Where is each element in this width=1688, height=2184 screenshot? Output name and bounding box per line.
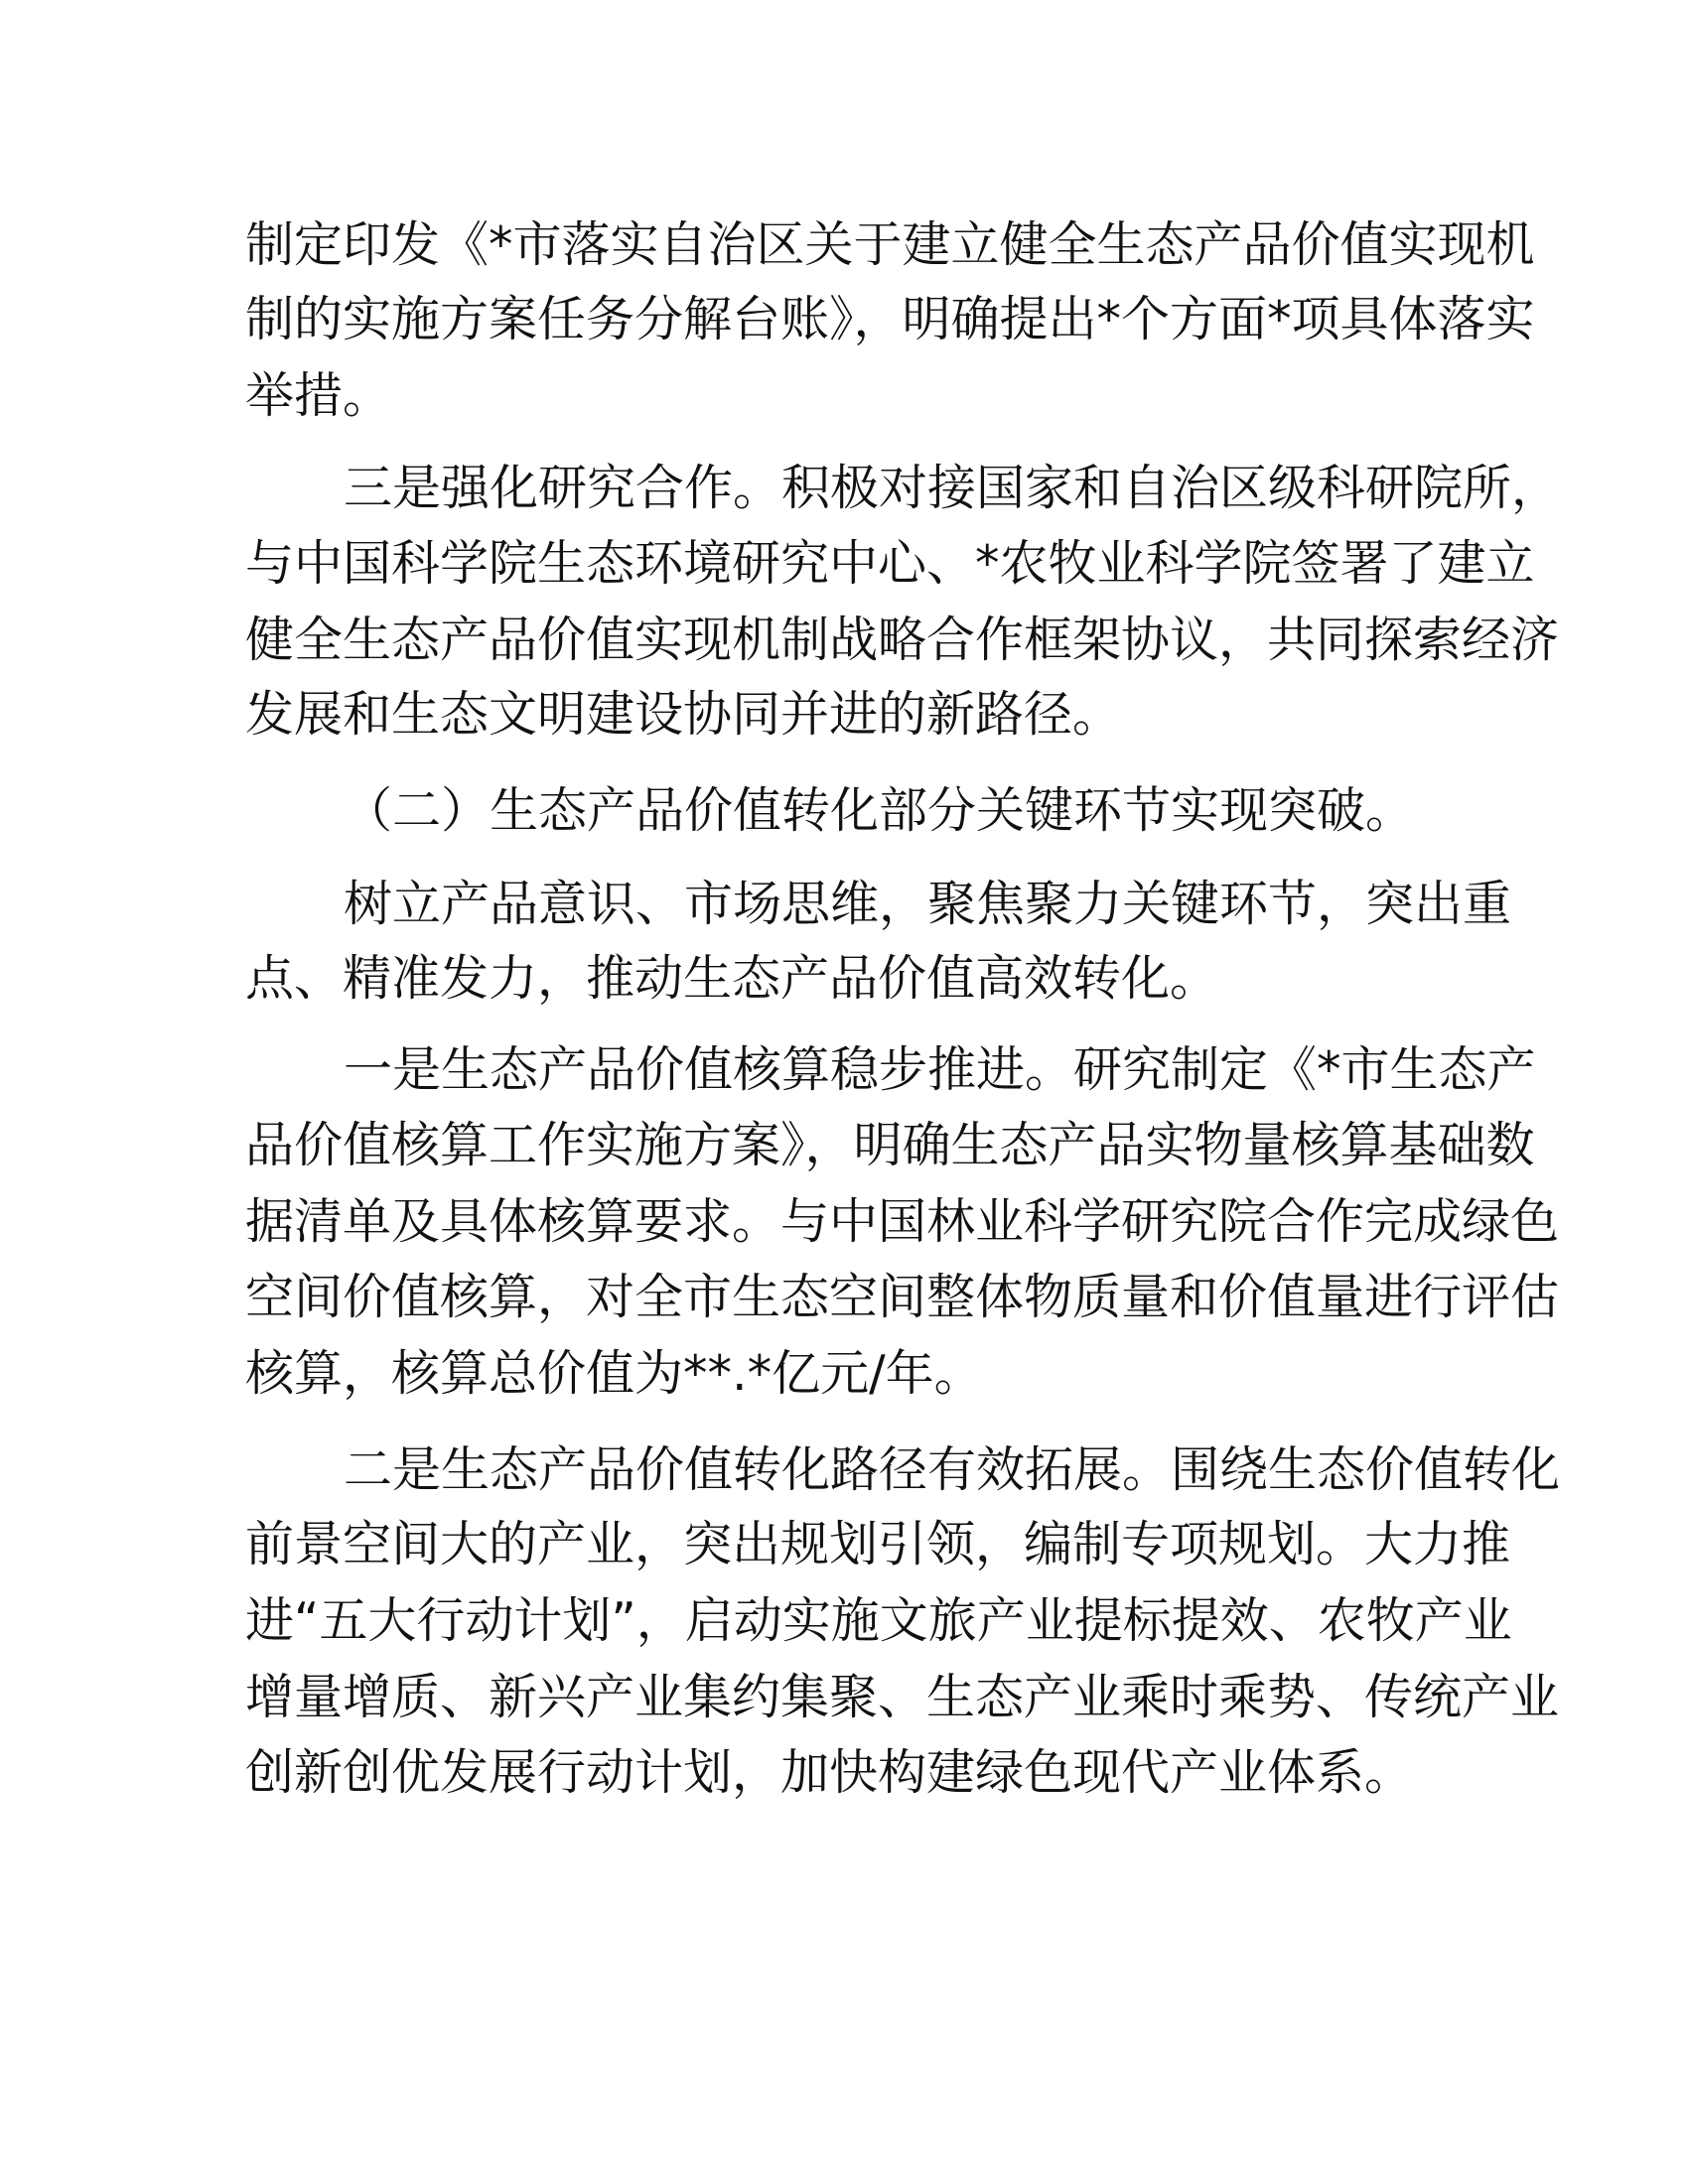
- text-line: 空间价值核算，对全市生态空间整体物质量和价值量进行评估: [245, 1269, 1560, 1325]
- text-line: 树立产品意识、市场思维，聚焦聚力关键环节，突出重: [344, 876, 1512, 932]
- text-line: 据清单及具体核算要求。与中国林业科学研究院合作完成绿色: [245, 1193, 1560, 1250]
- text-line: 与中国科学院生态环境研究中心、*农牧业科学院签署了建立: [245, 535, 1535, 592]
- text-line: 制的实施方案任务分解台账》，明确提出*个方面*项具体落实: [245, 291, 1535, 347]
- text-line: 二是生态产品价值转化路径有效拓展。围绕生态价值转化: [344, 1441, 1561, 1498]
- text-line: 品价值核算工作实施方案》，明确生态产品实物量核算基础数: [245, 1117, 1535, 1173]
- section-heading: （二）生态产品价值转化部分关键环节实现突破。: [344, 782, 1415, 839]
- text-line: 点、精准发力，推动生态产品价值高效转化。: [245, 950, 1219, 1007]
- text-line: 健全生态产品价值实现机制战略合作框架协议，共同探索经济: [245, 612, 1560, 668]
- text-line: 制定印发《*市落实自治区关于建立健全生态产品价值实现机: [245, 216, 1535, 273]
- text-line: 发展和生态文明建设协同并进的新路径。: [245, 686, 1122, 743]
- text-line: 前景空间大的产业，突出规划引领，编制专项规划。大力推: [245, 1516, 1511, 1572]
- text-line: 举措。: [245, 367, 392, 424]
- text-line: 三是强化研究合作。积极对接国家和自治区级科研院所，: [344, 460, 1561, 516]
- text-line: 创新创优发展行动计划，加快构建绿色现代产业体系。: [245, 1744, 1414, 1801]
- text-line: 核算，核算总价值为**.*亿元/年。: [245, 1345, 983, 1402]
- text-line: 增量增质、新兴产业集约集聚、生态产业乘时乘势、传统产业: [245, 1669, 1560, 1725]
- text-line: 进“五大行动计划”，启动实施文旅产业提标提效、农牧产业: [245, 1592, 1512, 1649]
- text-line: 一是生态产品价值核算稳步推进。研究制定《*市生态产: [344, 1041, 1536, 1098]
